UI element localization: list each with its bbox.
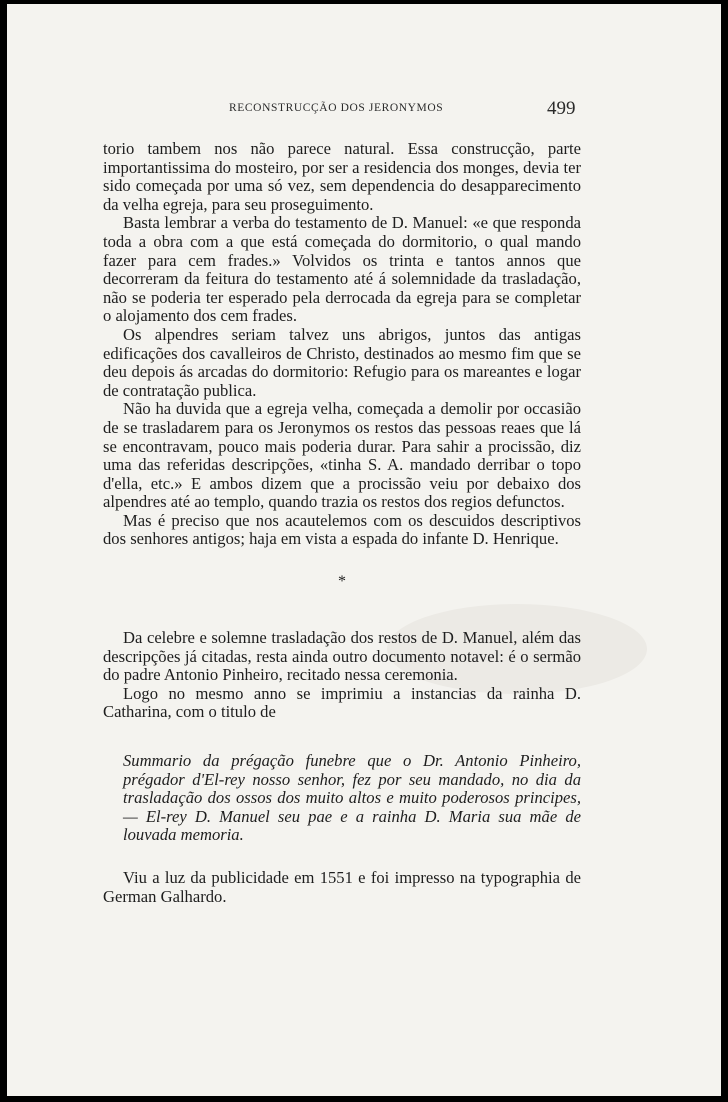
paragraph-3: Os alpendres seriam talvez uns abrigos, juntos das antigas edificações dos cavalleiros de Christo, destinados ao mesmo fim que se deu depois ás arcadas do dormitorio: Refugio para os mareantes e logar de contratação publica. — [103, 324, 581, 400]
paragraph-5: Mas é preciso que nos acautelemos com os descuidos descriptivos dos senhores antigos; haja em vista a espada do infante D. Henrique. — [103, 510, 581, 549]
paragraph-7: Logo no mesmo anno se imprimiu a instancias da rainha D. Catharina, com o titulo de — [103, 683, 581, 722]
running-head — [7, 100, 721, 124]
paragraph-1: torio tambem nos não parece natural. Essa construcção, parte importantissima do mosteiro, por ser a residencia dos monges, devia ter sido começada por uma só vez, sem dependencia do desapparecimento da velha egreja, para seu proseguimento. — [103, 139, 581, 214]
paragraph-6: Da celebre e solemne trasladação dos restos de D. Manuel, além das descripções já citadas, resta ainda outro documento notavel: é o sermão do padre Antonio Pinheiro, recitado nessa ceremonia. — [103, 628, 581, 685]
paragraph-4: Não ha duvida que a egreja velha, começada a demolir por occasião de se trasladarem para os Jeronymos os restos das pessoas reaes que lá se encontravam, pouco mais poderia durar. Para sahir a procissão, diz uma das referidas descripções, «tinha S. A. mandado derribar o topo d'ella, etc.» E ambos dizem que a procissão veiu por debaixo dos alpendres até ao templo, quando trazia os restos dos regios defunctos. — [103, 399, 581, 512]
closing-paragraph: Viu a luz da publicidade em 1551 e foi impresso na typographia de German Galhardo. — [103, 868, 581, 906]
running-title: RECONSTRUCÇÃO DOS JERONYMOS — [229, 102, 444, 114]
paragraph-2: Basta lembrar a verba do testamento de D. Manuel: «e que responda toda a obra com a que está começada do dormitorio, o qual mando fazer para cem frades.» Volvidos os trinta e tantos annos que decorreram da feitura do testamento até á solemnidade da trasladação, não se poderia ter esperado pela derrocada da egreja para se completar o alojamento dos cem frades. — [103, 213, 581, 326]
page-number: 499 — [547, 98, 576, 119]
book-title-quote: Summario da prégação funebre que o Dr. Antonio Pinheiro, prégador d'El-rey nosso senhor, fez por seu mandado, no dia da trasladação dos ossos dos muito altos e muito poderosos principes, — El-rey D. Manuel seu pae e a rainha D. Maria sua mãe de louvada memoria. — [123, 751, 581, 845]
body-text — [103, 140, 581, 906]
book-page — [7, 4, 721, 1096]
section-separator: * — [338, 573, 346, 591]
